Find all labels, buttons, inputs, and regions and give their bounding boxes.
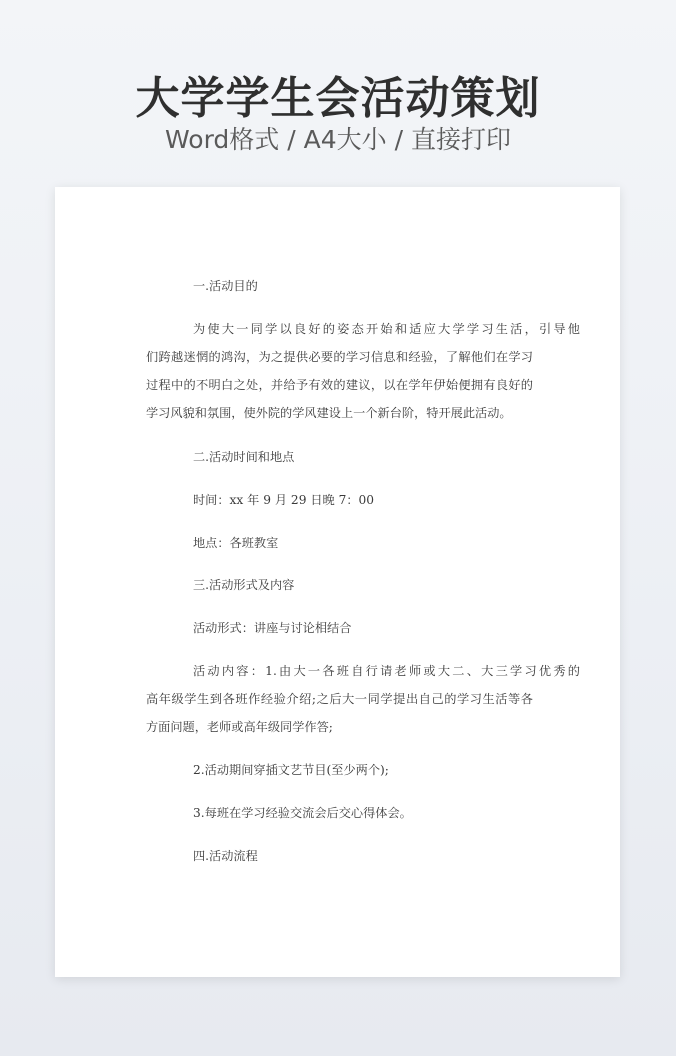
banner-subtitle: Word格式 / A4大小 / 直接打印 xyxy=(165,125,511,154)
section-heading-format: 三.活动形式及内容 xyxy=(193,578,295,592)
document-page xyxy=(55,187,620,977)
paragraph-line: 方面问题，老师或高年级同学作答; xyxy=(146,720,333,734)
list-item: 3.每班在学习经验交流会后交心得体会。 xyxy=(193,806,412,820)
section-heading-process: 四.活动流程 xyxy=(193,849,258,863)
paragraph-line: 们跨越迷惘的鸿沟，为之提供必要的学习信息和经验，了解他们在学习 xyxy=(146,350,533,364)
paragraph-line: 活动内容：1.由大一各班自行请老师或大二、大三学习优秀的 xyxy=(193,664,580,678)
paragraph-line: 过程中的不明白之处，并给予有效的建议，以在学年伊始便拥有良好的 xyxy=(146,378,533,392)
banner-title: 大学学生会活动策划 xyxy=(135,73,541,124)
list-item: 2.活动期间穿插文艺节目(至少两个); xyxy=(193,763,389,777)
event-time: 时间：xx 年 9 月 29 日晚 7：00 xyxy=(193,493,375,507)
paragraph-line: 学习风貌和氛围，使外院的学风建设上一个新台阶，特开展此活动。 xyxy=(146,406,512,420)
activity-format: 活动形式：讲座与讨论相结合 xyxy=(193,621,352,635)
paragraph-line: 为使大一同学以良好的姿态开始和适应大学学习生活，引导他 xyxy=(193,322,580,336)
section-heading-time-place: 二.活动时间和地点 xyxy=(193,450,295,464)
event-location: 地点：各班教室 xyxy=(193,536,279,550)
section-heading-purpose: 一.活动目的 xyxy=(193,279,258,293)
paragraph-line: 高年级学生到各班作经验介绍;之后大一同学提出自己的学习生活等各 xyxy=(146,692,533,706)
